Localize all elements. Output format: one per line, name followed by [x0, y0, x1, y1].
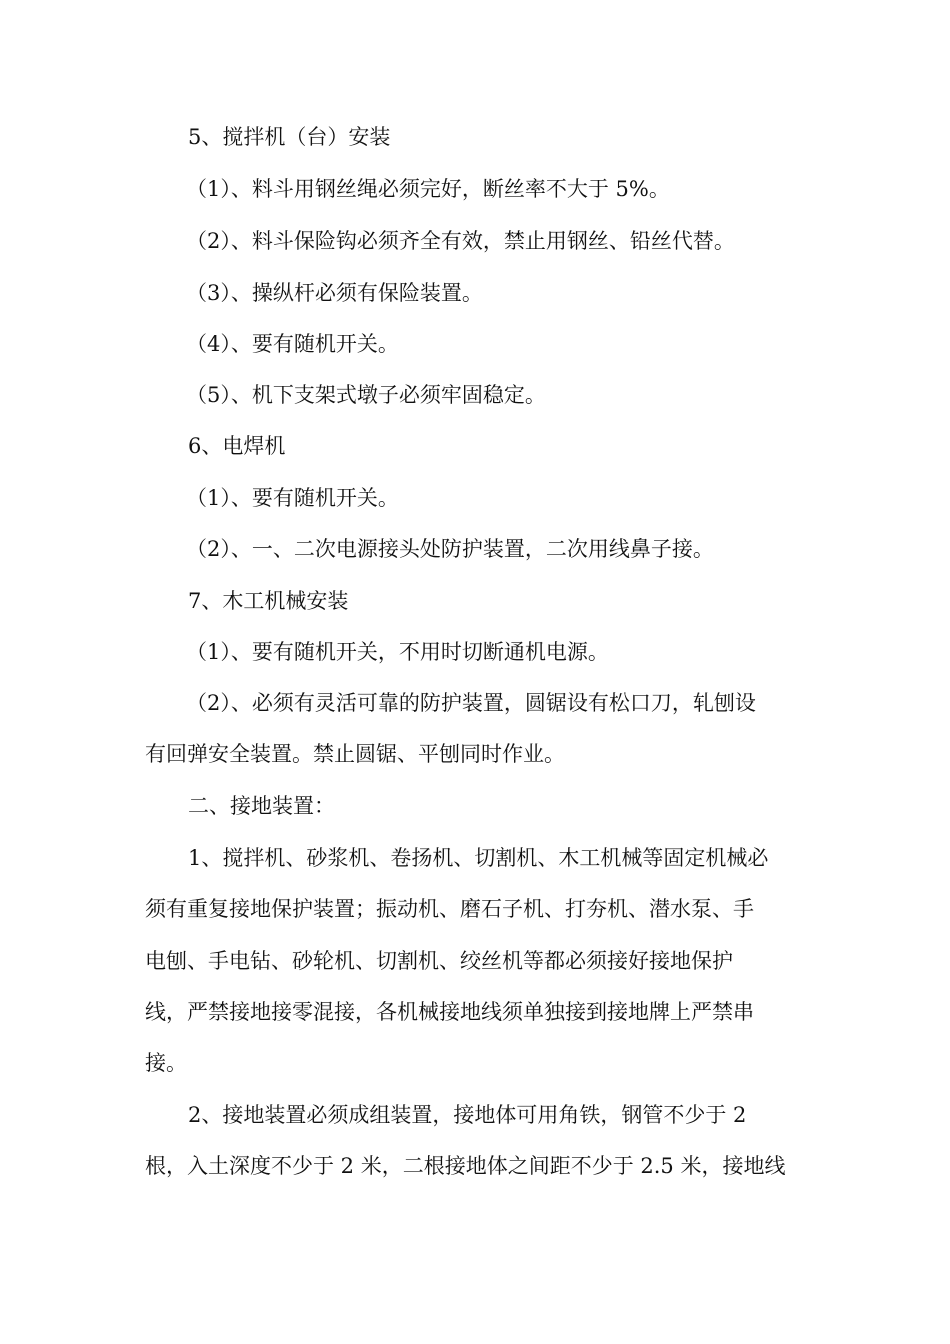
list-item: （1）、要有随机开关，不用时切断通机电源。 [186, 640, 609, 664]
paragraph-line: 2、接地装置必须成组装置，接地体可用角铁，钢管不少于 2 [188, 1103, 747, 1127]
paragraph-line: 1、搅拌机、砂浆机、卷扬机、切割机、木工机械等固定机械必 [188, 846, 769, 870]
section-heading-grounding: 二、接地装置： [188, 794, 335, 818]
list-item: （1）、料斗用钢丝绳必须完好，断丝率不大于 5%。 [186, 177, 670, 201]
paragraph-line: 电刨、手电钻、砂轮机、切割机、绞丝机等都必须接好接地保护 [145, 949, 733, 973]
paragraph-line: 根，入土深度不少于 2 米，二根接地体之间距不少于 2.5 米，接地线 [145, 1154, 786, 1178]
heading-woodworking-machinery: 7、木工机械安装 [188, 589, 349, 613]
heading-welder: 6、电焊机 [188, 434, 286, 458]
list-item-continuation: 有回弹安全装置。禁止圆锯、平刨同时作业。 [145, 742, 565, 766]
list-item: （1）、要有随机开关。 [186, 486, 399, 510]
list-item: （5）、机下支架式墩子必须牢固稳定。 [186, 383, 546, 407]
list-item: （4）、要有随机开关。 [186, 332, 399, 356]
heading-mixer-installation: 5、搅拌机（台）安装 [188, 125, 391, 149]
paragraph-line: 线，严禁接地接零混接，各机械接地线须单独接到接地牌上严禁串 [145, 1000, 754, 1024]
list-item: （2）、一、二次电源接头处防护装置，二次用线鼻子接。 [186, 537, 714, 561]
paragraph-line: 须有重复接地保护装置；振动机、磨石子机、打夯机、潜水泵、手 [145, 897, 754, 921]
list-item: （2）、料斗保险钩必须齐全有效，禁止用钢丝、铅丝代替。 [186, 229, 735, 253]
paragraph-line: 接。 [145, 1051, 187, 1075]
list-item: （3）、操纵杆必须有保险装置。 [186, 281, 483, 305]
list-item: （2）、必须有灵活可靠的防护装置，圆锯设有松口刀，轧刨设 [186, 691, 756, 715]
